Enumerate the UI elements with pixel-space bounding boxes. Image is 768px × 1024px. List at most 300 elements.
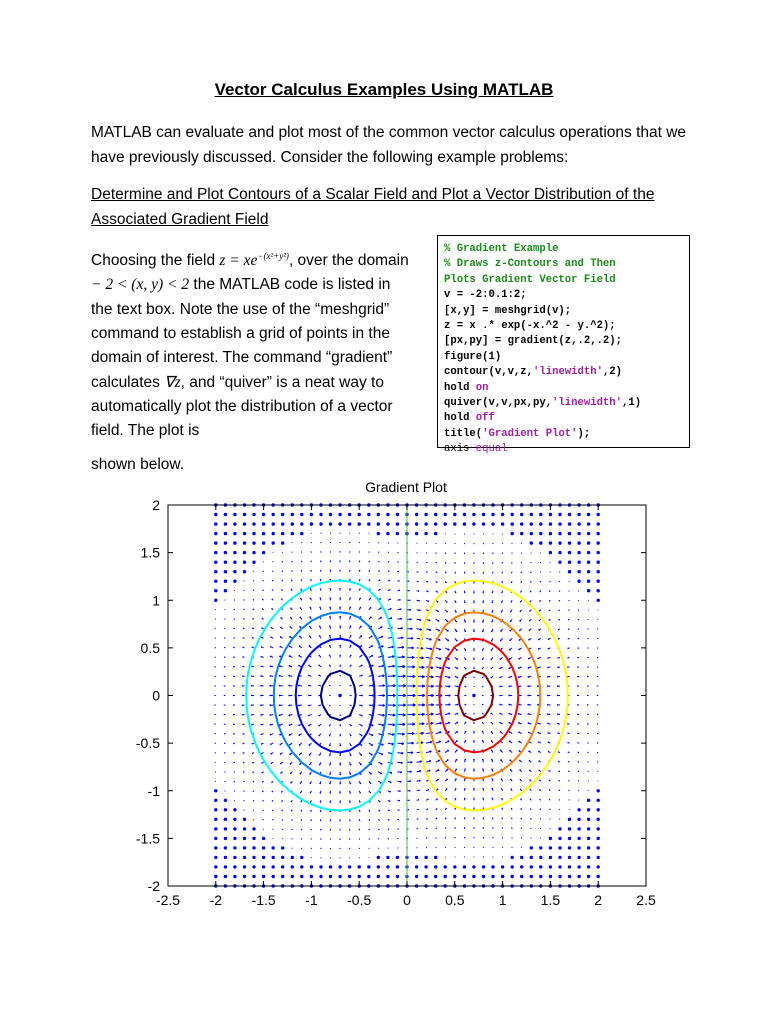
quiver-arrow [234,743,235,744]
quiver-arrow [243,856,246,859]
quiver-arrow [569,800,570,801]
quiver-arrow [426,741,432,743]
quiver-arrow [501,875,504,878]
quiver-arrow [350,743,351,746]
quiver-arrow [549,875,552,878]
quiver-arrow [292,829,293,830]
quiver-arrow [500,722,503,724]
quiver-arrow [350,607,351,610]
quiver-arrow [359,636,361,639]
quiver-arrow [474,667,475,669]
quiver-arrow [530,780,532,782]
quiver-arrow [509,676,513,677]
quiver-arrow [358,865,361,868]
quiver-arrow [310,762,312,765]
y-tick-label: 0 [152,687,160,704]
quiver-arrow [280,627,282,629]
quiver-arrow [445,648,449,650]
quiver-arrow [518,713,522,714]
quiver-arrow [567,667,569,668]
quiver-arrow [539,513,542,516]
quiver-arrow [520,532,523,535]
quiver-arrow [472,875,475,878]
x-tick-label: -1.5 [251,892,276,908]
quiver-arrow [500,750,502,753]
quiver-arrow [369,695,374,697]
quiver-arrow [233,695,235,696]
quiver-arrow [483,572,484,574]
quiver-arrow [279,695,283,696]
quiver-arrow [301,598,302,600]
quiver-arrow [243,837,246,840]
quiver-arrow [378,762,382,764]
quiver-arrow [568,648,570,649]
quiver-arrow [242,686,244,687]
quiver-arrow [279,705,283,706]
quiver-arrow [453,865,456,868]
quiver-arrow [587,846,590,849]
quiver-arrow [502,562,503,563]
quiver-arrow [597,818,600,821]
quiver-arrow [464,648,465,651]
quiver-arrow [350,665,352,667]
quiver-arrow [359,762,361,765]
quiver-arrow [359,598,360,601]
quiver-arrow [483,827,484,829]
quiver-arrow [367,513,370,516]
quiver-arrow [521,818,522,819]
quiver-arrow [291,810,292,811]
quiver-arrow [369,838,370,839]
quiver-arrow [350,635,351,638]
quiver-arrow [340,734,341,737]
quiver-arrow [511,513,514,516]
quiver-arrow [397,618,401,619]
quiver-arrow [578,619,579,620]
quiver-arrow [548,657,551,658]
quiver-arrow [577,580,580,583]
quiver-arrow [214,551,217,554]
quiver-arrow [330,772,331,775]
quiver-arrow [329,645,330,648]
quiver-arrow [234,600,235,601]
quiver-arrow [445,704,450,706]
quiver-arrow [474,798,475,801]
quiver-arrow [338,522,341,525]
quiver-arrow [492,788,493,791]
quiver-arrow [252,865,255,868]
quiver-arrow [434,532,437,535]
quiver-arrow [588,638,589,639]
quiver-arrow [569,781,570,782]
quiver-arrow [378,636,383,638]
quiver-arrow [330,598,331,601]
quiver-arrow [464,629,465,632]
quiver-arrow [453,522,456,525]
quiver-arrow [260,705,263,706]
quiver-arrow [234,781,235,782]
quiver-arrow [587,551,590,554]
quiver-arrow [244,781,245,782]
quiver-arrow [474,562,475,563]
quiver-arrow [445,789,447,791]
quiver-arrow [529,629,531,631]
quiver-arrow [407,637,413,639]
quiver-arrow [474,740,475,743]
quiver-arrow [415,856,418,859]
quiver-arrow [568,522,571,525]
quiver-arrow [558,752,560,753]
quiver-arrow [492,798,493,800]
code-line-14: axis equal [444,443,508,456]
quiver-arrow [224,551,227,554]
quiver-arrow [415,522,418,525]
quiver-arrow [509,648,512,650]
quiver-arrow [320,762,322,765]
quiver-arrow [308,715,311,716]
quiver-arrow [436,543,437,544]
quiver-arrow [547,676,550,677]
quiver-arrow [577,818,580,821]
quiver-arrow [251,714,254,715]
quiver-arrow [528,667,532,668]
quiver-arrow [538,732,541,733]
quiver-arrow [338,513,341,516]
quiver-arrow [311,810,312,812]
quiver-arrow [319,522,322,525]
quiver-arrow [330,753,331,756]
quiver-arrow [464,591,465,593]
quiver-arrow [578,752,579,753]
quiver-arrow [388,714,395,716]
quiver-arrow [520,513,523,516]
quiver-arrow [530,532,533,535]
quiver-arrow [388,608,391,609]
quiver-arrow [529,638,532,640]
quiver-arrow [521,808,522,809]
quiver-arrow [348,513,351,516]
quiver-arrow [359,561,360,562]
quiver-arrow [291,800,292,802]
quiver-arrow [340,800,341,802]
quiver-arrow [300,856,303,859]
quiver-arrow [540,591,541,592]
quiver-arrow [359,791,360,793]
quiver-arrow [340,743,341,746]
quiver-arrow [587,818,590,821]
quiver-arrow [424,513,427,516]
quiver-arrow [445,610,447,612]
quiver-arrow [587,561,590,564]
quiver-arrow [492,591,493,593]
quiver-arrow [289,705,293,706]
quiver-arrow [587,705,588,706]
quiver-arrow [369,552,370,553]
quiver-arrow [417,591,419,592]
quiver-arrow [320,819,321,821]
quiver-arrow [340,626,341,629]
quiver-arrow [445,686,450,688]
quiver-arrow [242,676,244,677]
quiver-arrow [234,762,235,763]
quiver-arrow [214,846,217,849]
quiver-arrow [350,685,352,686]
body-text-part2: , over the domain [288,252,409,270]
quiver-arrow [464,686,466,687]
quiver-arrow [464,788,465,791]
quiver-arrow [464,619,465,622]
quiver-arrow [558,837,561,840]
quiver-arrow [386,522,389,525]
quiver-arrow [350,616,351,619]
quiver-arrow [282,561,283,562]
quiver-arrow [369,791,371,793]
quiver-arrow [500,638,502,641]
quiver-arrow [340,598,341,601]
quiver-arrow [455,648,458,651]
quiver-arrow [367,865,370,868]
quiver-arrow [502,581,503,583]
quiver-arrow [578,781,579,782]
quiver-arrow [417,694,425,697]
quiver-arrow [587,532,590,535]
quiver-arrow [214,541,217,544]
quiver-arrow [426,591,428,592]
quiver-arrow [436,667,442,669]
quiver-arrow [242,724,244,725]
quiver-arrow [252,846,255,849]
quiver-arrow [559,809,560,810]
quiver-arrow [491,648,493,651]
quiver-arrow [224,580,227,583]
quiver-arrow [233,818,236,821]
quiver-arrow [359,705,362,706]
quiver-arrow [369,819,370,820]
quiver-arrow [520,779,522,781]
quiver-arrow [282,580,283,581]
quiver-arrow [530,522,533,525]
quiver-arrow [397,694,405,697]
quiver-arrow [233,808,236,811]
quiver-arrow [597,570,600,573]
quiver-arrow [397,609,401,610]
quiver-arrow [310,589,311,591]
quiver-arrow [224,856,227,859]
quiver-arrow [214,865,217,868]
quiver-arrow [510,750,513,752]
quiver-arrow [510,638,513,640]
quiver-arrow [531,818,532,819]
quiver-arrow [417,610,421,611]
quiver-arrow [520,789,521,791]
quiver-arrow [568,771,569,772]
quiver-arrow [270,724,273,725]
quiver-arrow [511,522,514,525]
quiver-arrow [511,856,514,859]
quiver-arrow [407,704,416,707]
quiver-arrow [587,808,590,811]
quiver-arrow [378,685,384,687]
quiver-arrow [502,818,503,820]
quiver-arrow [272,522,275,525]
quiver-arrow [530,581,531,582]
quiver-arrow [455,562,456,563]
quiver-arrow [396,865,399,868]
quiver-arrow [234,628,235,629]
body-paragraph [91,244,416,444]
quiver-arrow [529,760,531,762]
quiver-arrow [559,610,560,611]
quiver-arrow [547,695,550,696]
quiver-arrow [242,695,244,696]
quiver-arrow [578,733,580,734]
quiver-arrow [557,676,560,677]
quiver-arrow [291,522,294,525]
quiver-arrow [434,865,437,868]
quiver-arrow [260,685,263,686]
quiver-arrow [261,676,264,677]
quiver-arrow [262,599,263,600]
quiver-arrow [464,704,466,705]
quiver-arrow [262,781,263,782]
quiver-arrow [521,581,522,582]
quiver-arrow [397,743,404,745]
y-tick-label: -1.5 [135,830,160,847]
quiver-arrow [510,769,512,771]
quiver-arrow [407,723,415,725]
quiver-arrow [549,513,552,516]
quiver-arrow [262,846,265,849]
quiver-arrow [310,875,313,878]
quiver-arrow [310,617,312,620]
quiver-arrow [548,648,551,649]
quiver-arrow [500,731,503,733]
quiver-arrow [252,522,255,525]
quiver-arrow [272,599,273,600]
quiver-arrow [558,522,561,525]
quiver-arrow [397,723,405,725]
quiver-arrow [530,809,531,810]
quiver-arrow [587,856,590,859]
quiver-arrow [455,667,458,669]
quiver-arrow [388,685,396,687]
quiver-arrow [511,865,514,868]
quiver-arrow [300,608,302,610]
quiver-arrow [578,771,579,772]
quiver-arrow [509,695,513,696]
quiver-arrow [436,591,438,593]
quiver-arrow [587,865,590,868]
quiver-arrow [407,761,412,763]
quiver-arrow [528,695,532,696]
quiver-arrow [474,788,475,791]
quiver-arrow [251,705,254,706]
quiver-arrow [329,655,330,658]
quiver-arrow [320,791,321,794]
quiver-arrow [491,522,494,525]
quiver-arrow [378,617,381,619]
quiver-arrow [397,656,404,658]
quiver-arrow [369,781,371,783]
quiver-arrow [234,638,235,639]
quiver-arrow [350,655,352,657]
quiver-arrow [243,772,244,773]
quiver-arrow [415,513,418,516]
quiver-arrow [242,666,244,667]
quiver-arrow [519,760,521,762]
quiver-arrow [329,513,332,516]
quiver-arrow [243,734,245,735]
quiver-arrow [455,610,457,613]
quiver-arrow [301,829,302,830]
quiver-arrow [510,619,512,621]
quiver-arrow [436,828,437,829]
quiver-arrow [280,637,283,639]
quiver-arrow [407,771,412,772]
contour-level-0.2 [427,612,540,778]
quiver-arrow [502,808,503,810]
quiver-arrow [445,619,448,622]
quiver-arrow [396,522,399,525]
quiver-arrow [511,532,514,535]
quiver-arrow [262,875,265,878]
quiver-arrow [290,762,292,764]
quiver-arrow [597,827,600,830]
quiver-arrow [378,714,384,716]
quiver-arrow [289,724,293,725]
quiver-arrow [557,695,560,696]
quiver-arrow [251,685,254,686]
quiver-arrow [308,705,311,706]
quiver-arrow [455,657,458,659]
quiver-arrow [252,513,255,516]
quiver-arrow [445,828,446,829]
quiver-arrow [568,513,571,516]
quiver-arrow [270,734,273,735]
quiver-arrow [234,772,235,773]
quiver-arrow [290,627,292,629]
quiver-arrow [436,610,439,612]
quiver-arrow [309,743,311,746]
quiver-arrow [299,646,302,648]
quiver-arrow [482,713,483,714]
quiver-arrow [597,513,600,516]
quiver-arrow [359,675,362,676]
quiver-arrow [299,656,302,658]
quiver-arrow [597,856,600,859]
quiver-arrow [300,772,302,774]
quiver-arrow [483,619,484,622]
quiver-arrow [272,800,273,801]
quiver-arrow [445,581,446,583]
quiver-arrow [397,581,399,582]
quiver-arrow [455,750,457,753]
quiver-arrow [501,522,504,525]
quiver-arrow [243,570,246,573]
quiver-arrow [548,742,551,743]
quiver-arrow [281,541,284,544]
quiver-arrow [521,799,522,801]
quiver-arrow [350,753,351,756]
y-tick-label: 2 [152,497,160,513]
quiver-arrow [426,790,429,791]
quiver-arrow [300,617,302,619]
quiver-arrow [289,646,292,648]
quiver-arrow [262,772,264,773]
y-tick-label: 1.5 [140,544,160,561]
quiver-arrow [270,656,273,657]
quiver-arrow [538,723,541,724]
